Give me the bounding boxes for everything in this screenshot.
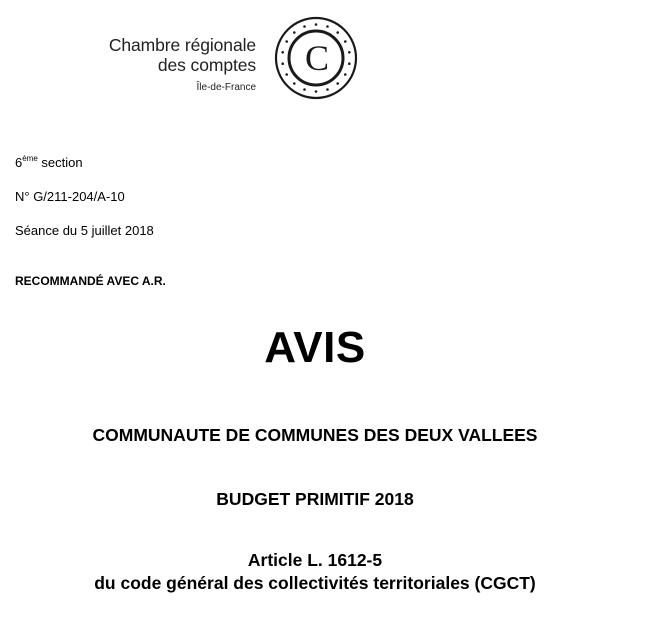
document-title: AVIS	[264, 323, 366, 372]
entity-name: COMMUNAUTE DE COMMUNES DES DEUX VALLEES	[92, 425, 538, 445]
section-word: section	[37, 155, 83, 170]
budget-title: BUDGET PRIMITIF 2018	[216, 489, 414, 509]
article-reference: Article L. 1612-5	[247, 550, 383, 570]
delivery-mode: RECOMMANDÉ AVEC A.R.	[15, 274, 166, 288]
section-line	[15, 155, 83, 171]
section-superscript: ème	[22, 154, 38, 163]
institution-name-line2: des comptes	[157, 55, 256, 75]
institution-region: Île-de-France	[196, 82, 256, 93]
section-number: 6	[15, 155, 23, 170]
institution-logo-text	[60, 35, 256, 95]
seal-letter: C	[304, 38, 330, 78]
session-date: Séance du 5 juillet 2018	[15, 223, 154, 238]
code-reference: du code général des collectivités territoriales (CGCT)	[94, 573, 536, 593]
chambre-regionale-seal-icon	[274, 16, 358, 100]
reference-number: N° G/211-204/A-10	[15, 189, 125, 204]
institution-name-line1: Chambre régionale	[108, 35, 256, 55]
